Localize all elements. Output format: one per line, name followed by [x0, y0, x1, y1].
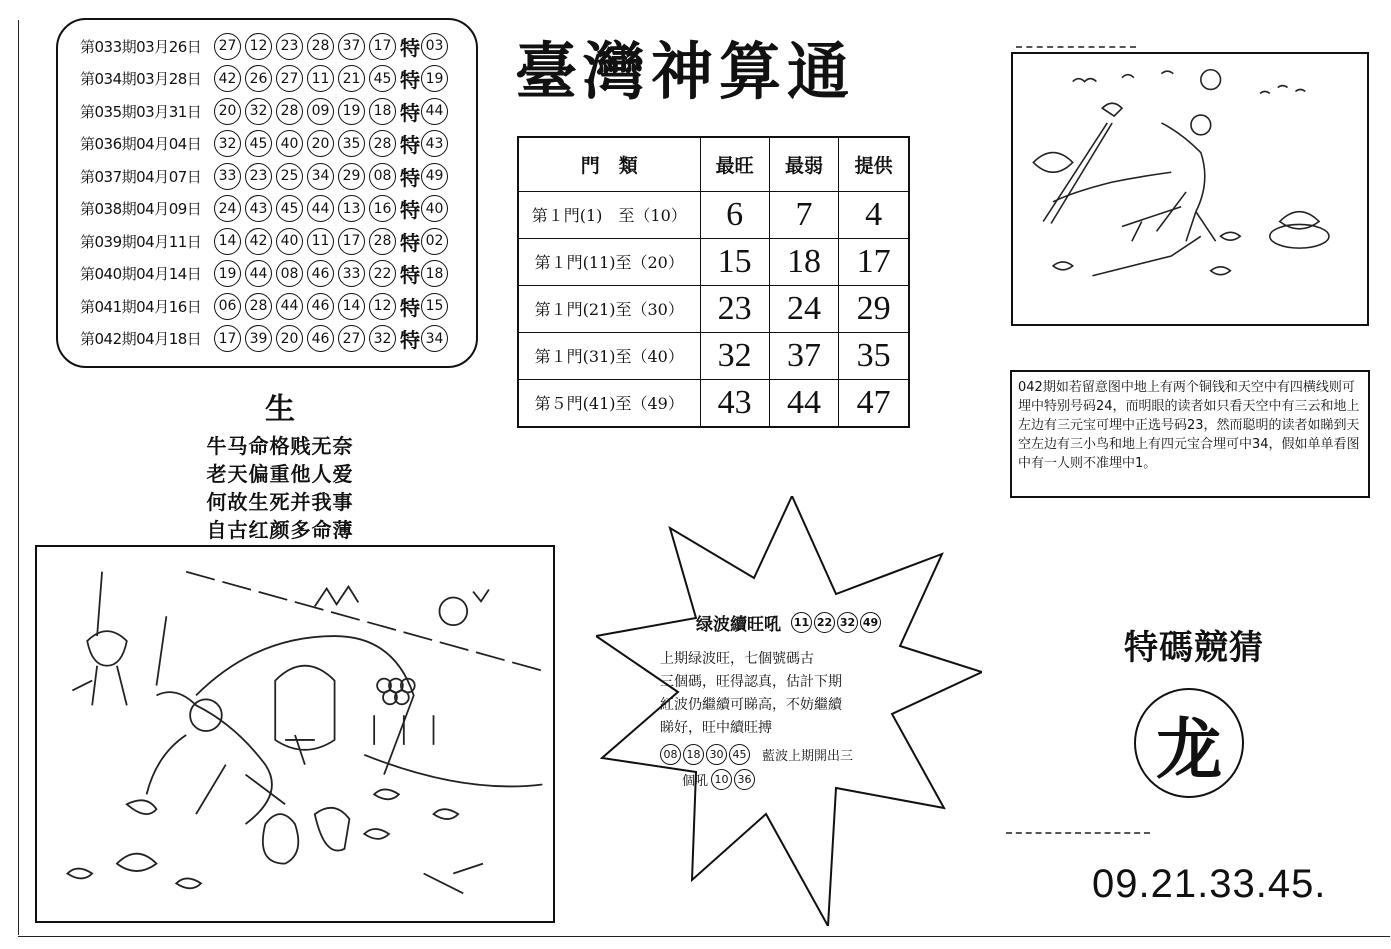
- number-ball: 40: [276, 228, 303, 255]
- row-max: 43: [700, 379, 769, 427]
- final-numbers: 09.21.33.45.: [1092, 862, 1327, 906]
- number-ball: 33: [214, 163, 241, 190]
- number-ball: 44: [307, 195, 334, 222]
- row-give: 17: [839, 238, 909, 285]
- frame-left-line: [18, 20, 19, 935]
- number-ball: 12: [369, 293, 396, 320]
- number-ball: 33: [338, 260, 365, 287]
- number-ball: 37: [338, 33, 365, 60]
- frame-bottom-line: [18, 936, 1390, 937]
- number-ball: 29: [338, 163, 365, 190]
- number-ball: 08: [660, 744, 681, 765]
- dashed-rule: [1006, 832, 1150, 834]
- star-line: 睇好，旺中續旺搏: [660, 720, 772, 736]
- number-ball: 40: [276, 130, 303, 157]
- history-row: [80, 193, 476, 226]
- history-label: 第037期04月07日: [80, 167, 202, 186]
- row-give: 29: [839, 285, 909, 332]
- history-label: 第039期04月11日: [80, 232, 202, 251]
- star-body: [660, 648, 896, 740]
- starburst-content: [660, 610, 896, 790]
- history-label: 第035期03月31日: [80, 102, 202, 121]
- history-label: 第033期03月26日: [80, 37, 202, 56]
- row-give: 47: [839, 379, 909, 427]
- header-min: 最弱: [769, 137, 838, 191]
- dashed-rule: [1016, 46, 1136, 48]
- table-row: [518, 238, 909, 285]
- history-row: [80, 258, 476, 291]
- poem-line: 牛马命格贱无奈: [206, 434, 354, 458]
- number-ball: 35: [338, 130, 365, 157]
- number-ball: 20: [276, 325, 303, 352]
- number-ball: 23: [245, 163, 272, 190]
- table-row: [518, 332, 909, 379]
- history-label: 第034期03月28日: [80, 70, 202, 89]
- number-ball: 06: [214, 293, 241, 320]
- number-ball: 20: [307, 130, 334, 157]
- row-label: 第１門(1) 至（10）: [518, 191, 700, 238]
- number-ball: 45: [276, 195, 303, 222]
- row-min: 7: [769, 191, 838, 238]
- history-row: [80, 323, 476, 356]
- number-ball: 09: [307, 98, 334, 125]
- number-ball: 45: [369, 65, 396, 92]
- row-max: 32: [700, 332, 769, 379]
- number-ball: 17: [338, 228, 365, 255]
- row-label: 第５門(41)至（49）: [518, 379, 700, 427]
- number-ball: 25: [276, 163, 303, 190]
- monkey-drawing: [37, 547, 553, 921]
- special-ball: 40: [421, 195, 448, 222]
- poem-block: [190, 384, 370, 544]
- poem-line: 老天偏重他人爱: [206, 462, 354, 486]
- number-ball: 12: [245, 33, 272, 60]
- special-label: 特: [400, 328, 420, 353]
- number-ball: 10: [711, 769, 732, 790]
- header-category: 門 類: [518, 137, 700, 191]
- table-row: [518, 379, 909, 427]
- history-row: [80, 160, 476, 193]
- history-label: 第042期04月18日: [80, 330, 202, 349]
- star-heading: [696, 610, 896, 635]
- number-ball: 45: [729, 744, 750, 765]
- row-max: 23: [700, 285, 769, 332]
- riddle-drawing: [1013, 54, 1367, 324]
- special-ball: 34: [421, 325, 448, 352]
- special-label: 特: [400, 133, 420, 158]
- number-ball: 17: [369, 33, 396, 60]
- number-ball: 45: [245, 130, 272, 157]
- row-give: 4: [839, 191, 909, 238]
- special-label: 特: [400, 35, 420, 60]
- number-ball: 28: [276, 98, 303, 125]
- poem-line: 自古红颜多命薄: [206, 518, 354, 542]
- number-ball: 43: [245, 195, 272, 222]
- poem-title: 生: [265, 392, 295, 427]
- star-line: 上期绿波旺，七個號碼古: [660, 651, 814, 667]
- header-give: 提供: [839, 137, 909, 191]
- row-min: 37: [769, 332, 838, 379]
- number-ball: 18: [369, 98, 396, 125]
- number-ball: 46: [307, 293, 334, 320]
- special-label: 特: [400, 165, 420, 190]
- number-ball: 24: [214, 195, 241, 222]
- number-ball: 27: [338, 325, 365, 352]
- row-min: 24: [769, 285, 838, 332]
- special-ball: 03: [421, 33, 448, 60]
- number-ball: 27: [214, 33, 241, 60]
- number-ball: 11: [791, 612, 812, 633]
- header-max: 最旺: [700, 137, 769, 191]
- number-ball: 14: [338, 293, 365, 320]
- number-ball: 11: [307, 228, 334, 255]
- number-ball: 22: [814, 612, 835, 633]
- guess-animal: 龙: [1134, 688, 1244, 798]
- special-ball: 19: [421, 65, 448, 92]
- row-min: 44: [769, 379, 838, 427]
- number-ball: 08: [276, 260, 303, 287]
- monkey-illustration: [35, 545, 555, 923]
- number-ball: 13: [338, 195, 365, 222]
- guess-title: 特碼競猜: [1124, 628, 1264, 668]
- history-row: [80, 128, 476, 161]
- number-ball: 14: [214, 228, 241, 255]
- number-ball: 44: [276, 293, 303, 320]
- number-ball: 26: [245, 65, 272, 92]
- history-row: [80, 63, 476, 96]
- star-row-text: 個吼: [682, 774, 709, 789]
- special-label: 特: [400, 263, 420, 288]
- table-row: [518, 191, 909, 238]
- number-ball: 46: [307, 325, 334, 352]
- number-ball: 28: [369, 130, 396, 157]
- special-ball: 02: [421, 228, 448, 255]
- history-label: 第041期04月16日: [80, 297, 202, 316]
- row-max: 15: [700, 238, 769, 285]
- star-row-text: 藍波上期開出三: [762, 749, 854, 764]
- number-ball: 39: [245, 325, 272, 352]
- special-label: 特: [400, 68, 420, 93]
- explanation-text: 042期如若留意图中地上有两个铜钱和天空中有四横线则可埋中特别号码24，而明眼的读者如只看天空中有三云和地上左边有三元宝可埋中正选号码23，然而聪明的读者如睇到天空左边有三小鸟和地上有四元宝合埋可中34，假如单单看图中有一人则不准埋中1。: [1010, 370, 1370, 498]
- star-heading-text: 绿波續旺吼: [696, 615, 781, 635]
- history-row: [80, 30, 476, 63]
- door-table: [517, 136, 910, 428]
- special-ball: 49: [421, 163, 448, 190]
- number-ball: 17: [214, 325, 241, 352]
- row-label: 第１門(21)至（30）: [518, 285, 700, 332]
- number-ball: 08: [369, 163, 396, 190]
- star-line: 紅波仍繼續可睇高，不妨繼續: [660, 697, 842, 713]
- number-ball: 34: [307, 163, 334, 190]
- history-row: [80, 95, 476, 128]
- number-ball: 32: [837, 612, 858, 633]
- special-label: 特: [400, 100, 420, 125]
- number-ball: 11: [307, 65, 334, 92]
- number-ball: 44: [245, 260, 272, 287]
- row-label: 第１門(31)至（40）: [518, 332, 700, 379]
- number-ball: 49: [860, 612, 881, 633]
- history-label: 第040期04月14日: [80, 265, 202, 284]
- special-ball: 44: [421, 98, 448, 125]
- number-ball: 28: [369, 228, 396, 255]
- number-ball: 21: [338, 65, 365, 92]
- row-max: 6: [700, 191, 769, 238]
- special-label: 特: [400, 230, 420, 255]
- row-label: 第１門(11)至（20）: [518, 238, 700, 285]
- number-ball: 23: [276, 33, 303, 60]
- poem-line: 何故生死并我事: [206, 490, 354, 514]
- special-label: 特: [400, 198, 420, 223]
- number-ball: 30: [706, 744, 727, 765]
- special-ball: 18: [421, 260, 448, 287]
- number-ball: 20: [214, 98, 241, 125]
- number-ball: 32: [369, 325, 396, 352]
- special-ball: 43: [421, 130, 448, 157]
- star-row-tail: [682, 769, 896, 790]
- history-label: 第036期04月04日: [80, 135, 202, 154]
- number-ball: 42: [214, 65, 241, 92]
- number-ball: 28: [307, 33, 334, 60]
- page-title: 臺灣神算通: [515, 35, 856, 108]
- special-ball: 15: [421, 293, 448, 320]
- star-row-blue: [660, 744, 896, 765]
- table-row: [518, 285, 909, 332]
- history-row: [80, 225, 476, 258]
- riddle-illustration: [1011, 52, 1369, 326]
- star-line: 三個碼，旺得認真，估計下期: [660, 674, 842, 690]
- number-ball: 22: [369, 260, 396, 287]
- number-ball: 19: [338, 98, 365, 125]
- number-ball: 27: [276, 65, 303, 92]
- number-ball: 42: [245, 228, 272, 255]
- table-header-row: [518, 137, 909, 191]
- number-ball: 18: [683, 744, 704, 765]
- special-label: 特: [400, 295, 420, 320]
- draw-history-box: [56, 18, 478, 368]
- number-ball: 46: [307, 260, 334, 287]
- number-ball: 28: [245, 293, 272, 320]
- number-ball: 32: [214, 130, 241, 157]
- number-ball: 19: [214, 260, 241, 287]
- row-give: 35: [839, 332, 909, 379]
- number-ball: 32: [245, 98, 272, 125]
- history-label: 第038期04月09日: [80, 200, 202, 219]
- number-ball: 36: [734, 769, 755, 790]
- history-row: [80, 290, 476, 323]
- number-ball: 16: [369, 195, 396, 222]
- row-min: 18: [769, 238, 838, 285]
